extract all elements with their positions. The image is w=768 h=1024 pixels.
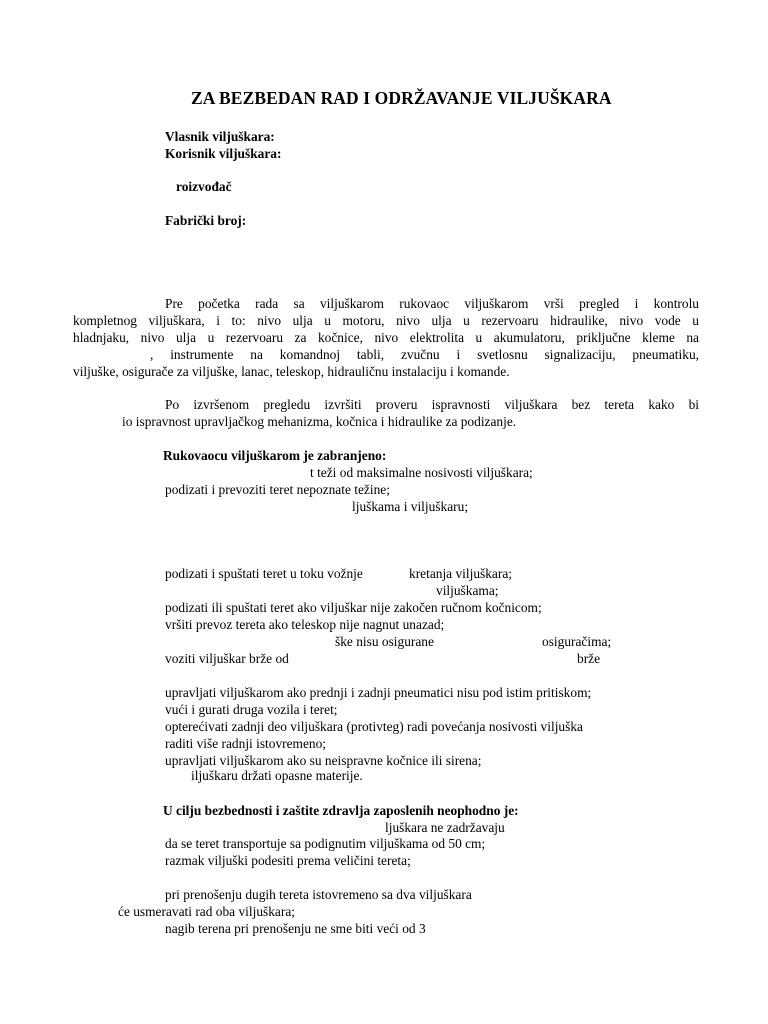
forbidden-item: podizati ili spuštati teret ako viljuškar nije zakočen ručnom kočnicom; bbox=[165, 600, 542, 615]
required-item: će usmeravati rad oba viljuškara; bbox=[118, 904, 295, 919]
user-field-label: Korisnik viljuškara: bbox=[165, 146, 282, 161]
forbidden-item: iljuškaru držati opasne materije. bbox=[191, 768, 363, 783]
forbidden-item: ljuškama i viljuškaru; bbox=[352, 499, 469, 514]
required-item: pri prenošenju dugih tereta istovremeno sa dva viljuškara bbox=[165, 887, 472, 902]
forbidden-item: t teži od maksimalne nosivosti viljuškara; bbox=[310, 465, 533, 480]
forbidden-item: ške nisu osigurane bbox=[335, 634, 434, 649]
required-item: da se teret transportuje sa podignutim viljuškama od 50 cm; bbox=[165, 836, 486, 851]
forbidden-item: osiguračima; bbox=[542, 634, 612, 649]
forbidden-item: upravljati viljuškarom ako su neispravne kočnice ili sirena; bbox=[165, 753, 482, 768]
manufacturer-field-label: roizvođač bbox=[176, 179, 232, 194]
para2-line2: io ispravnost upravljačkog mehanizma, kočnica i hidraulike za podizanje. bbox=[122, 414, 517, 429]
owner-field-label: Vlasnik viljuškara: bbox=[165, 129, 275, 144]
serial-number-field-label: Fabrički broj: bbox=[165, 213, 247, 228]
required-item: nagib terena pri prenošenju ne sme biti veći od 3 bbox=[165, 921, 426, 936]
forbidden-item: vršiti prevoz tereta ako teleskop nije nagnut unazad; bbox=[165, 617, 445, 632]
para1-line2: kompletnog viljuškara, i to: nivo ulja u motoru, nivo ulja u rezervoaru hidraulike, nivo vode u bbox=[73, 313, 699, 328]
forbidden-item: raditi više radnji istovremeno; bbox=[165, 736, 327, 751]
forbidden-heading: Rukovaocu viljuškarom je zabranjeno: bbox=[163, 448, 387, 463]
forbidden-item: podizati i prevoziti teret nepoznate težine; bbox=[165, 482, 390, 497]
para1-line4: , instrumente na komandnoj tabli, zvučnu i svetlosnu signalizaciju, pneumatiku, bbox=[150, 347, 699, 362]
forbidden-item: upravljati viljuškarom ako prednji i zadnji pneumatici nisu pod istim pritiskom; bbox=[165, 685, 592, 700]
forbidden-item: viljuškama; bbox=[436, 583, 499, 598]
para2-line1: Po izvršenom pregledu izvršiti proveru ispravnosti viljuškara bez tereta kako bi bbox=[165, 397, 699, 412]
forbidden-item: vući i gurati druga vozila i teret; bbox=[165, 702, 338, 717]
para1-line1: Pre početka rada sa viljuškarom rukovaoc viljuškarom vrši pregled i kontrolu bbox=[165, 296, 699, 311]
forbidden-item: opterećivati zadnji deo viljuškara (protivteg) radi povećanja nosivosti viljuška bbox=[165, 719, 583, 734]
forbidden-item: kretanja viljuškara; bbox=[409, 566, 512, 581]
para1-line3: hladnjaku, nivo ulja u rezervoaru za kočnice, nivo elektrolita u akumulatoru, priključne kleme na bbox=[73, 330, 699, 345]
forbidden-item: brže bbox=[577, 651, 601, 666]
page-title: ZA BEZBEDAN RAD I ODRŽAVANJE VILJUŠKARA bbox=[191, 88, 612, 108]
required-item: razmak viljuški podesiti prema veličini tereta; bbox=[165, 853, 411, 868]
required-heading: U cilju bezbednosti i zaštite zdravlja zaposlenih neophodno je: bbox=[163, 803, 519, 818]
forbidden-item: podizati i spuštati teret u toku vožnje bbox=[165, 566, 363, 581]
required-item: ljuškara ne zadržavaju bbox=[385, 820, 505, 835]
forbidden-item: voziti viljuškar brže od bbox=[165, 651, 289, 666]
para1-line5: viljuške, osigurače za viljuške, lanac, teleskop, hidrauličnu instalaciju i komande. bbox=[73, 364, 510, 379]
